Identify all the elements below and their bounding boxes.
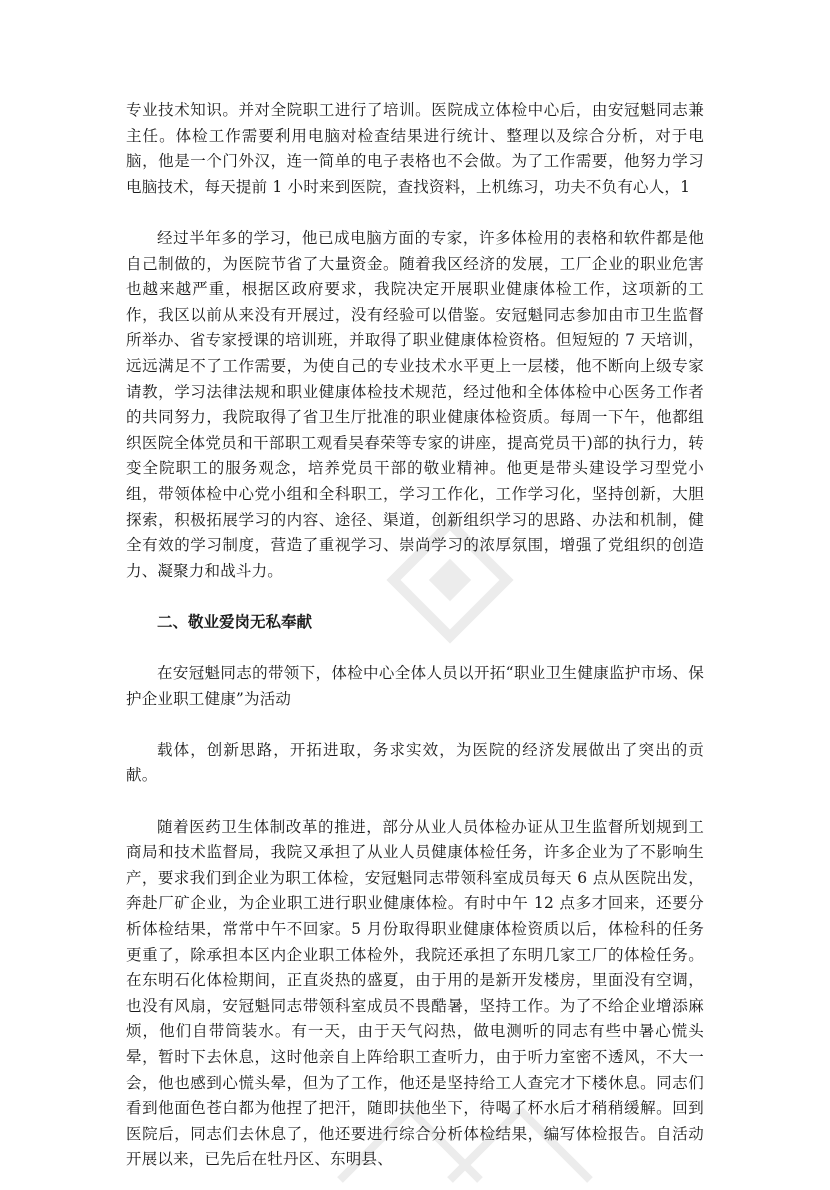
paragraph-4: 载体，创新思路，开拓进取，务求实效，为医院的经济发展做出了突出的贡献。 xyxy=(126,740,704,785)
section-heading: 二、敬业爱岗无私奉献 xyxy=(157,612,313,631)
paragraph-5: 随着医药卫生体制改革的推进，部分从业人员体检办证从卫生监督所划规到工商局和技术监督局，我院又承担了从业人员健康体检任务，许多企业为了不影响生产，要求我们到企业为职工体检，安冠魁同志带领科室成员每天 6 点从医院出发，奔赴厂矿企业，为企业职工进行职业健康体检。有时中午 12 点多才回来，还要分析体检结果，常常中午不回家。5 月份取得职业健康体检资质以后，体检科的任务更重了，除承担本区内企业职工体检外，我院还承担了东明几家工厂的体检任务。在东明石化体检期间，正直炎热的盛夏，由于用的是新开发楼房，里面没有空调，也没有风扇，安冠魁同志带领科室成员不畏酷暑，坚持工作。为了不给企业增添麻烦，他们自带筒装水。有一天，由于天气闷热，做电测听的同志有些中暑心慌头晕，暂时下去休息，这时他亲自上阵给职工查听力，由于听力室密不透风，不大一会，他也感到心慌头晕，但为了工作，他还是坚持给工人查完才下楼休息。同志们看到他面色苍白都为他捏了把汗，随即扶他坐下，待喝了杯水后才稍稍缓解。回到医院后，同志们去休息了，他还要进行综合分析体检结果，编写体检报告。自活动开展以来，已先后在牡丹区、东明县、 xyxy=(126,817,704,1169)
paragraph-gap xyxy=(126,635,704,661)
document-body xyxy=(126,98,704,1173)
paragraph-3: 在安冠魁同志的带领下，体检中心全体人员以开拓“职业卫生健康监护市场、保护企业职工健康”为活动 xyxy=(126,664,704,708)
paragraph-gap xyxy=(126,789,704,815)
paragraph-gap xyxy=(126,584,704,610)
paragraph-2: 经过半年多的学习，他已成电脑方面的专家，许多体检用的表格和软件都是他自己制做的，为医院节省了大量资金。随着我区经济的发展，工厂企业的职业危害也越来越严重，根据区政府要求，我院决定开展职业健康体检工作，这项新的工作，我区以前从来没有开展过，没有经验可以借鉴。安冠魁同志参加由市卫生监督所举办、省专家授课的培训班，并取得了职业健康体检资格。但短短的 7 天培训，远远满足不了工作需要，为使自己的专业技术水平更上一层楼，他不断向上级专家请教，学习法律法规和职业健康体检技术规范，经过他和全体体检中心医务工作者的共同努力，我院取得了省卫生厅批准的职业健康体检资质。每周一下午，他都组织医院全体党员和干部职工观看吴春荣等专家的讲座，提高党员干)部的执行力，转变全院职工的服务观念，培养党员干部的敬业精神。他更是带头建设学习型党小组，带领体检中心党小组和全科职工，学习工作化，工作学习化，坚持创新，大胆探索，积极拓展学习的内容、途径、渠道，创新组织学习的思路、办法和机制，健全有效的学习制度，营造了重视学习、崇尚学习的浓厚氛围，增强了党组织的创造力、凝聚力和战斗力。 xyxy=(126,228,704,580)
paragraph-gap xyxy=(126,712,704,738)
paragraph-gap xyxy=(126,200,704,226)
paragraph-1: 专业技术知识。并对全院职工进行了培训。医院成立体检中心后，由安冠魁同志兼主任。体检工作需要利用电脑对检查结果进行统计、整理以及综合分析，对于电脑，他是一个门外汉，连一简单的电子表格也不会做。为了工作需要，他努力学习电脑技术，每天提前 1 小时来到医院，查找资料，上机练习，功夫不负有心人，1 xyxy=(126,101,704,196)
